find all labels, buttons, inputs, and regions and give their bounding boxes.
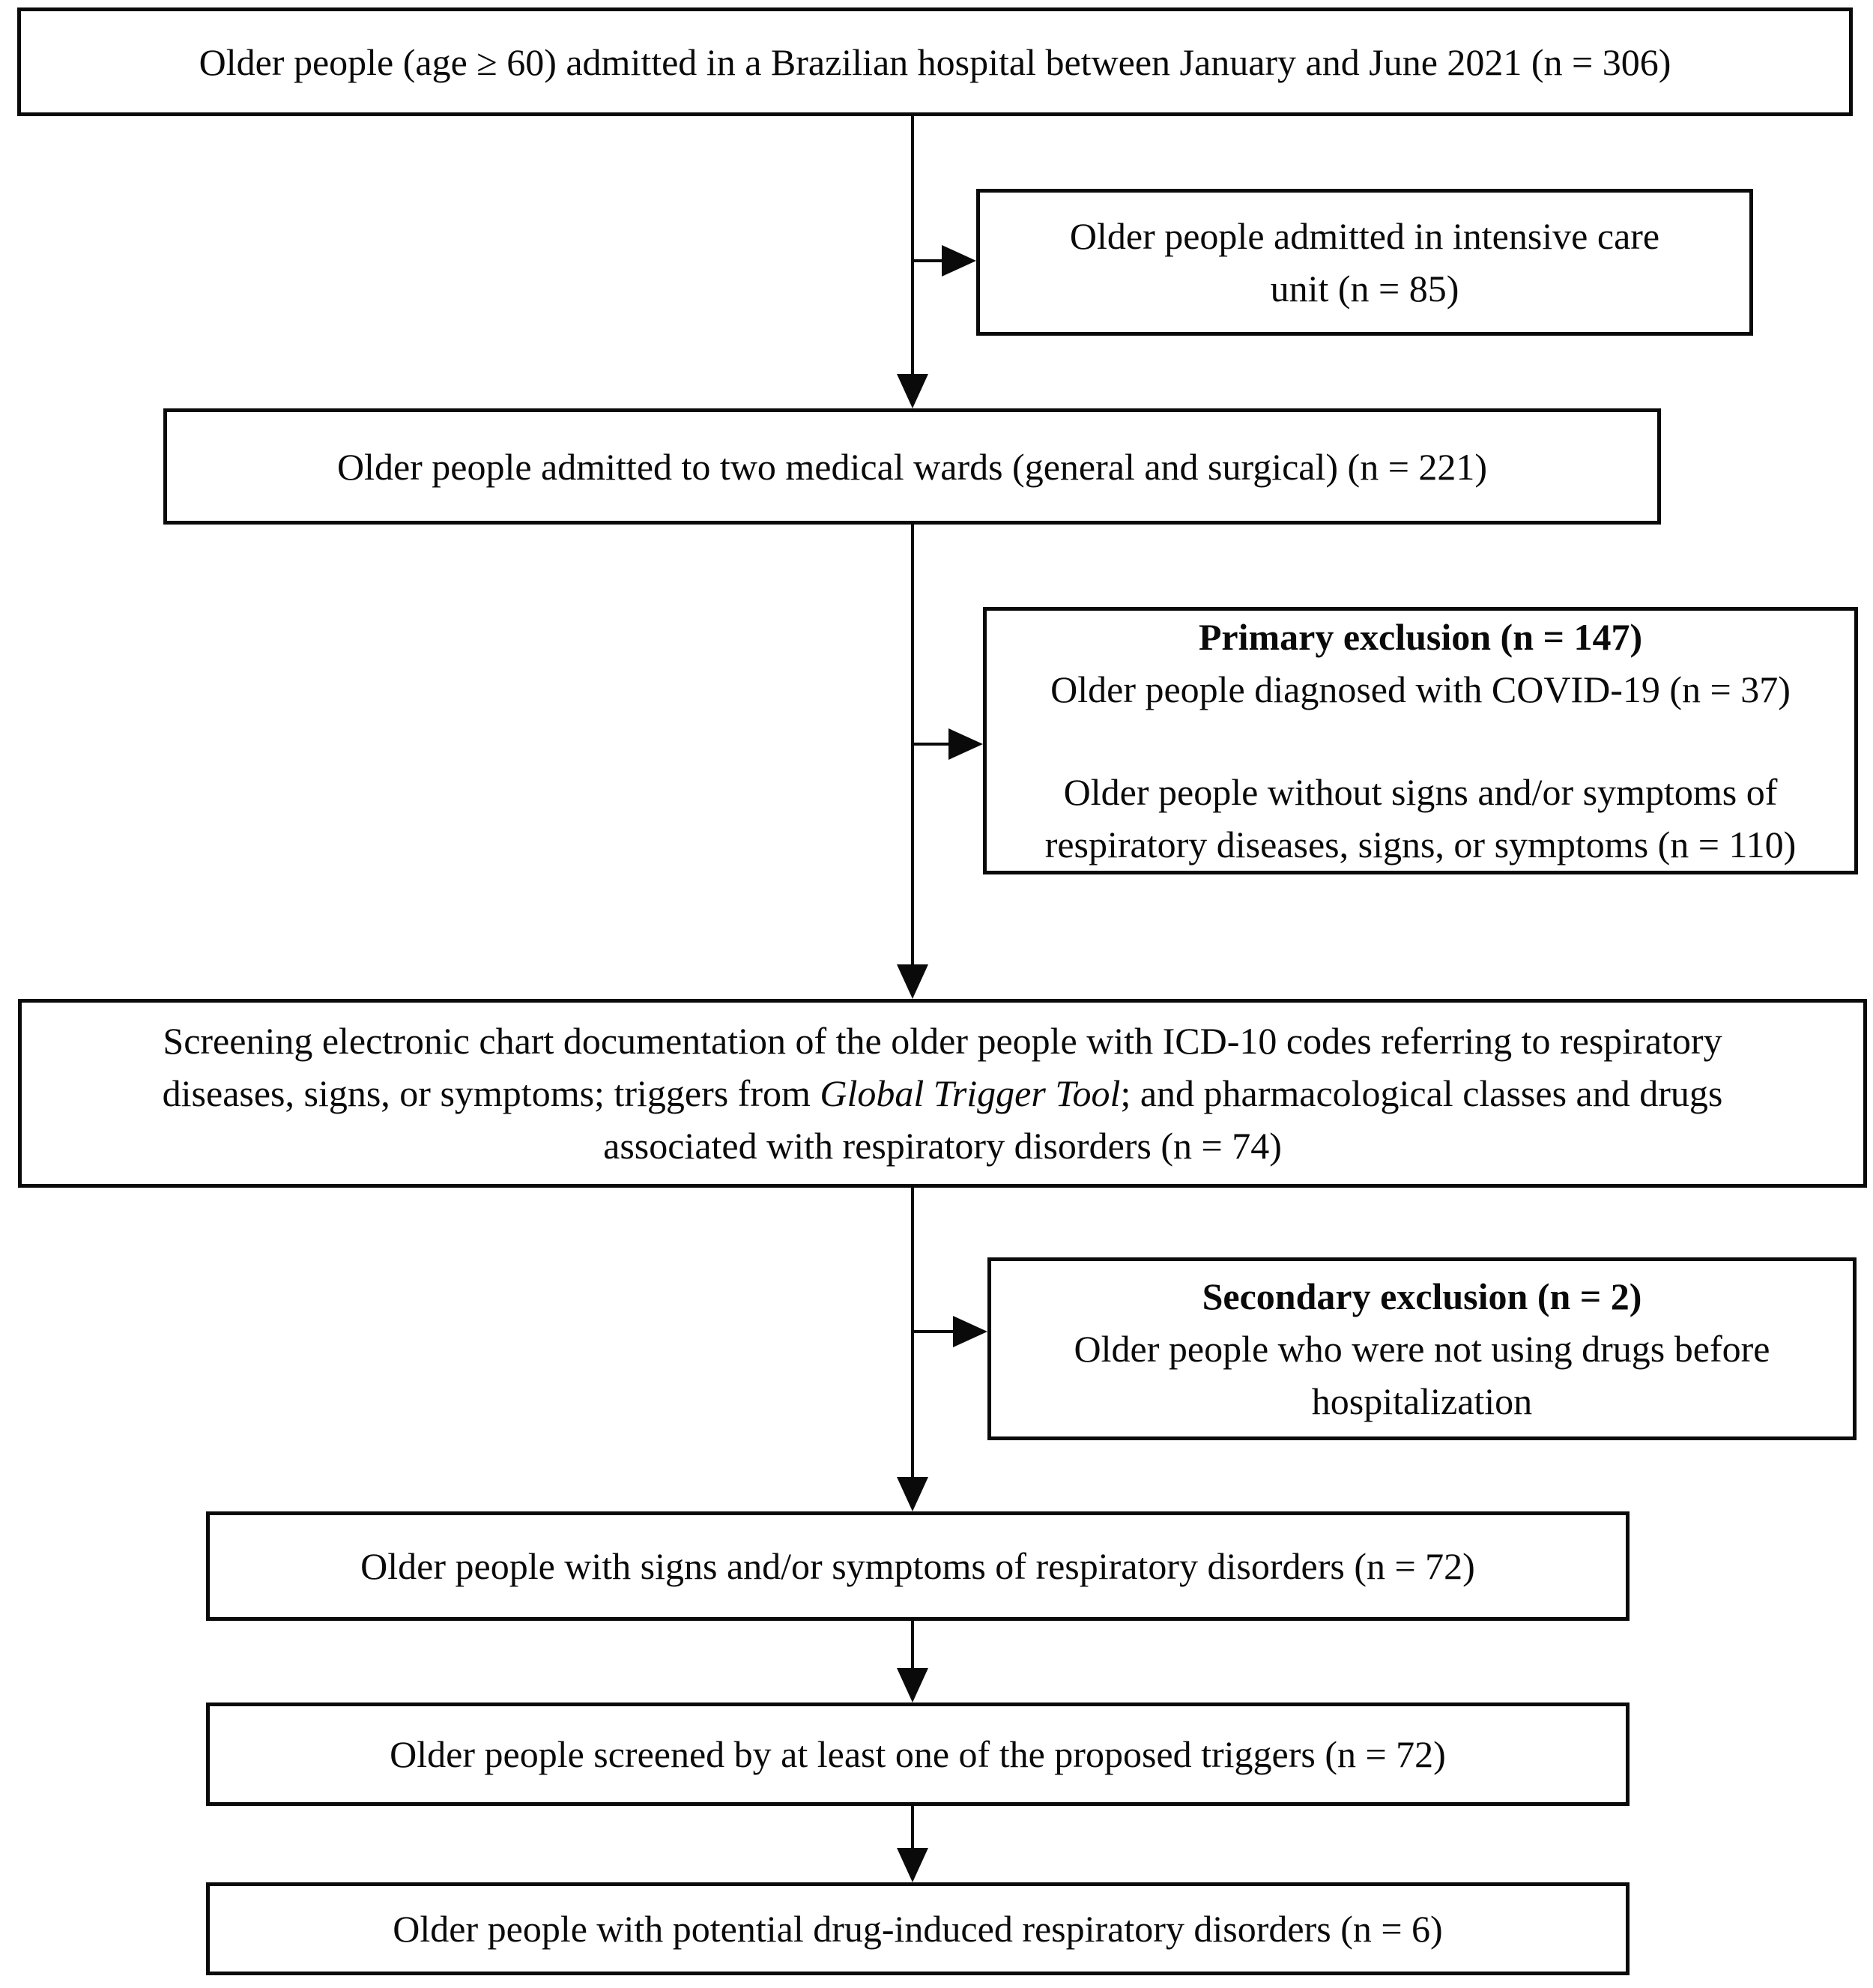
- box-potential-drug-induced: [206, 1882, 1630, 1975]
- arrow-screened-to-potential-shaft: [911, 1806, 914, 1848]
- box-secondary-exclusion: [987, 1257, 1857, 1440]
- box-screened-triggers-text: Older people screened by at least one of the proposed triggers (n = 72): [390, 1733, 1446, 1775]
- box-screening: [18, 999, 1867, 1188]
- box-signs-symptoms: [206, 1511, 1630, 1621]
- arrowhead-down-icon: [897, 374, 928, 408]
- box-screening-line3: associated with respiratory disorders (n = 74): [603, 1125, 1282, 1167]
- arrow-signs-to-screened-shaft: [911, 1621, 914, 1668]
- arrowhead-down-icon: [897, 964, 928, 999]
- box-primary-exclusion-nosigns-line1: Older people without signs and/or symptoms of: [1063, 771, 1778, 813]
- box-primary-exclusion-nosigns-line2: respiratory diseases, signs, or symptoms (n = 110): [1044, 824, 1797, 865]
- arrow-branch-secondary-exclusion-shaft: [911, 1330, 953, 1333]
- box-secondary-exclusion-line2: hospitalization: [1311, 1380, 1533, 1422]
- box-icu-exclusion: [976, 189, 1753, 336]
- box-screening-line2: [163, 1067, 1723, 1120]
- box-signs-symptoms-text: Older people with signs and/or symptoms of respiratory disorders (n = 72): [360, 1545, 1475, 1587]
- arrowhead-down-icon: [897, 1477, 928, 1511]
- box-screening-line2-pre: diseases, signs, or symptoms; triggers from: [162, 1072, 820, 1114]
- box-screening-line2-italic: Global Trigger Tool: [820, 1072, 1121, 1114]
- box-primary-exclusion-title: Primary exclusion (n = 147): [1198, 616, 1643, 658]
- arrowhead-right-icon: [942, 245, 976, 277]
- box-secondary-exclusion-title: Secondary exclusion (n = 2): [1202, 1275, 1642, 1317]
- box-screening-line1: Screening electronic chart documentation of the older people with ICD-10 codes referring to respiratory: [163, 1020, 1722, 1062]
- arrowhead-right-icon: [953, 1316, 987, 1347]
- arrowhead-down-icon: [897, 1668, 928, 1703]
- box-screened-triggers: [206, 1703, 1630, 1806]
- box-population: [17, 7, 1853, 116]
- box-population-text: Older people (age ≥ 60) admitted in a Brazilian hospital between January and June 2021 (n = 306): [199, 40, 1671, 83]
- box-wards-text: Older people admitted to two medical wards (general and surgical) (n = 221): [336, 445, 1488, 488]
- box-icu-exclusion-line2: unit (n = 85): [1270, 268, 1459, 309]
- arrow-population-to-wards-shaft: [911, 116, 914, 374]
- box-primary-exclusion-covid: Older people diagnosed with COVID-19 (n = 37): [1050, 668, 1791, 710]
- box-potential-drug-induced-text: Older people with potential drug-induced respiratory disorders (n = 6): [393, 1908, 1443, 1950]
- arrow-branch-icu-shaft: [911, 259, 943, 262]
- arrow-branch-primary-exclusion-shaft: [911, 743, 948, 746]
- box-secondary-exclusion-line1: Older people who were not using drugs before: [1074, 1328, 1770, 1370]
- box-screening-line2-post: ; and pharmacological classes and drugs: [1120, 1072, 1723, 1114]
- box-wards: [163, 408, 1661, 525]
- arrowhead-right-icon: [948, 728, 983, 760]
- box-primary-exclusion: [983, 607, 1858, 874]
- box-icu-exclusion-line1: Older people admitted in intensive care: [1069, 215, 1660, 257]
- arrowhead-down-icon: [897, 1848, 928, 1882]
